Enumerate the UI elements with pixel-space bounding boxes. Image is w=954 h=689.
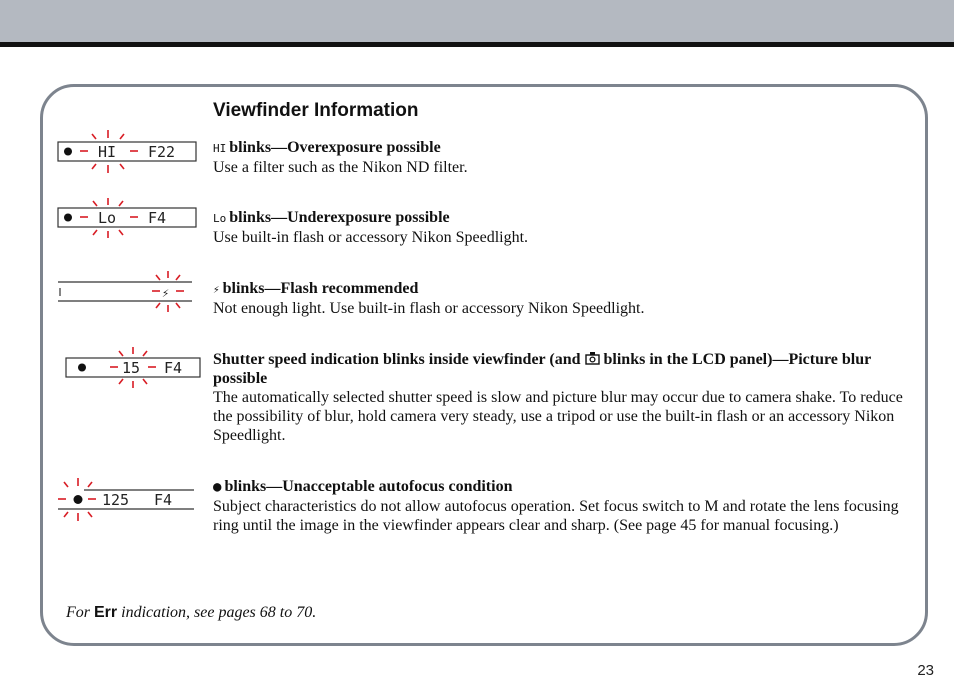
lcd-char: Lo — [213, 212, 227, 225]
flash-icon: ⚡ — [213, 283, 220, 296]
entry-heading: Shutter speed indication blinks inside viewfinder (and blinks in the LCD panel)—Picture blur possible — [213, 351, 871, 387]
lcd-right-text: F4 — [164, 359, 183, 377]
entry-body: Use built-in flash or accessory Nikon Speedlight. — [213, 229, 529, 246]
viewfinder-display-overexposure — [56, 128, 201, 174]
lcd-right-text: F4 — [154, 491, 173, 509]
err-indication: Err — [94, 604, 118, 621]
lcd-right-text: F22 — [148, 143, 176, 161]
focus-indicator-icon — [64, 214, 72, 222]
entry-heading: Lo blinks—Underexposure possible — [213, 209, 450, 226]
top-band — [0, 0, 954, 44]
section-title: Viewfinder Information — [213, 100, 419, 121]
lcd-right-text: F4 — [148, 209, 167, 227]
entry-flash-recommended — [213, 279, 903, 318]
lcd-left-text: Lo — [98, 209, 117, 227]
camera-shake-icon — [585, 351, 600, 365]
entry-overexposure — [213, 138, 903, 177]
entry-heading: ● blinks—Unacceptable autofocus condition — [213, 478, 513, 495]
entry-body: Subject characteristics do not allow autofocus operation. Set focus switch to M and rotate the lens focusing ring until the image in the viewfinder appears clear and sharp. (See page 45 for manual focusing.) — [213, 498, 899, 534]
entry-picture-blur — [213, 350, 903, 445]
lcd-left-text: 15 — [122, 359, 141, 377]
footnote: For Err indication, see pages 68 to 70. — [66, 604, 317, 621]
viewfinder-display-underexposure — [56, 198, 201, 244]
entry-heading: ⚡ blinks—Flash recommended — [213, 280, 419, 297]
entry-heading: HI blinks—Overexposure possible — [213, 139, 441, 156]
viewfinder-display-shutter-speed — [64, 344, 204, 390]
focus-indicator-icon — [64, 148, 72, 156]
lcd-char: HI — [213, 142, 227, 155]
page-number: 23 — [917, 662, 934, 679]
viewfinder-display-flash — [52, 268, 202, 314]
lcd-left-text: 125 — [102, 491, 130, 509]
viewfinder-display-autofocus — [54, 476, 199, 522]
lcd-left-text: HI — [98, 143, 117, 161]
entry-body: Use a filter such as the Nikon ND filter. — [213, 159, 468, 176]
focus-indicator-icon — [74, 495, 83, 504]
entry-body: Not enough light. Use built-in flash or accessory Nikon Speedlight. — [213, 300, 645, 317]
flash-icon: ⚡ — [162, 286, 170, 300]
focus-dot-icon: ● — [213, 479, 222, 495]
entry-body: The automatically selected shutter speed is slow and picture blur may occur due to camera shake. To reduce the possibility of blur, hold camera very steady, use a tripod or use the built-in flash or an accessory Nikon Speedlight. — [213, 389, 903, 444]
top-rule — [0, 42, 954, 47]
entry-autofocus — [213, 477, 903, 535]
entry-underexposure — [213, 208, 903, 247]
focus-indicator-icon — [78, 364, 86, 372]
